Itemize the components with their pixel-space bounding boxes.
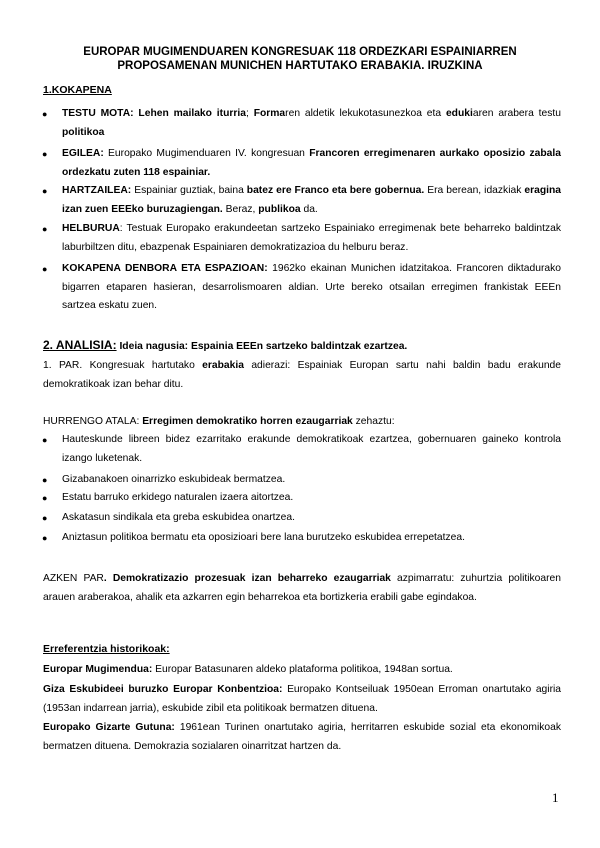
bullet-icon: ● [42,493,48,503]
paragraph-1: 1. PAR. Kongresuak hartutako erabakia adierazi: Espainiak Europan sartu nahi baldin badu erakunde demokratikoak izan behar ditu. [43,360,561,390]
bullet-icon: ● [42,264,48,274]
bullet-kokapena-denbora: ● KOKAPENA DENBORA ETA ESPAZIOAN: 1962ko ekainan Munichen idatzitakoa. Francoren diktadurako bigarren etaparen hasieran, desarrolismoaren aldian. Urte bereko otsailan erregimen frankistak EEEn sartzea eskatu zuen. [62,260,561,316]
reference-item: Europako Gizarte Gutuna: 1961ean Turinen onartutako agiria, herritarren eskubide sozial eta ekonomikoak bermatzen dituena. Demokrazia sozialaren oinarritzat hartzen da. [43,722,561,752]
list-item: ● Hauteskunde libreen bidez ezarritako erakunde demokratikoak ezartzea, gobernuaren gaineko kontrola izango luketenak. [62,431,561,468]
list-item: ● Askatasun sindikala eta greba eskubidea onartzea. [62,509,561,528]
section-heading-erreferentziak: Erreferentzia historikoak: [43,643,170,655]
list-item: ● Estatu barruko erkidego naturalen izaera aitortzea. [62,489,561,508]
page-number: 1 [552,790,559,805]
bullet-icon: ● [42,513,48,523]
bullet-icon: ● [42,109,48,119]
hurrengo-atala: HURRENGO ATALA: Erregimen demokratiko horren ezaugarriak zehaztu: [43,416,395,427]
bullet-icon: ● [42,533,48,543]
title-line-2: PROPOSAMENAN MUNICHEN HARTUTAKO ERABAKIA. IRUZKINA [117,60,483,72]
list-item: ● Aniztasun politikoa bermatu eta oposizioari bere lana burutzeko eskubidea errepetatzea. [62,529,561,548]
list-item: ● Gizabanakoen oinarrizko eskubideak bermatzea. [62,471,561,490]
bullet-testu-mota: ● TESTU MOTA: Lehen mailako iturria; Formaren aldetik lekukotasunezkoa eta edukiaren arabera testu politikoa [62,105,561,142]
bullet-icon: ● [42,435,48,445]
title-line-1: EUROPAR MUGIMENDUAREN KONGRESUAK 118 ORDEZKARI ESPAINIARREN [83,46,517,58]
reference-item: Giza Eskubideei buruzko Europar Konbentzioa: Europako Kontseiluak 1950ean Erroman onartutako agiria (1953an indarrean jarria), eskubide zibil eta politikoak bermatzen dituena. [43,684,562,714]
page-title [40,45,560,73]
section-heading-analisia: 2. ANALISIA: [43,338,117,352]
bullet-helburua: ● HELBURUA: Testuak Europako erakundeetan sartzeko Espainiako erregimenak bete beharreko baldintzak laburbiltzen ditu, ebazpenak Espainiaren demokratizazioa du helburu beraz. [62,220,561,257]
bullet-icon: ● [42,186,48,196]
bullet-icon: ● [42,475,48,485]
bullet-hartzailea: ● HARTZAILEA: Espainiar guztiak, baina batez ere Franco eta bere gobernua. Era berean, idazkiak eragina izan zuen EEEko buruzagiengan. Beraz, publikoa da. [62,182,561,219]
azken-par: AZKEN PAR. Demokratizazio prozesuak izan beharreko ezaugarriak azpimarratu: zuhurtzia politikoaren arauen araberakoa, ahalik eta azkarren egin beharrekoa eta bortizkeria erabili gabe egindakoa. [43,573,561,603]
main-idea: Ideia nagusia: Espainia EEEn sartzeko baldintzak ezartzea. [119,341,408,352]
bullet-icon: ● [42,149,48,159]
analisia-heading-line [43,336,561,357]
section-heading-kokapena: 1.KOKAPENA [43,84,112,96]
bullet-icon: ● [42,224,48,234]
reference-item: Europar Mugimendua: Europar Batasunaren aldeko plataforma politikoa, 1948an sortua. [43,664,453,675]
bullet-egilea: ● EGILEA: Europako Mugimenduaren IV. kongresuan Francoren erregimenaren aurkako oposizio zabala ordezkatu zuten 118 espainiar. [62,145,561,182]
